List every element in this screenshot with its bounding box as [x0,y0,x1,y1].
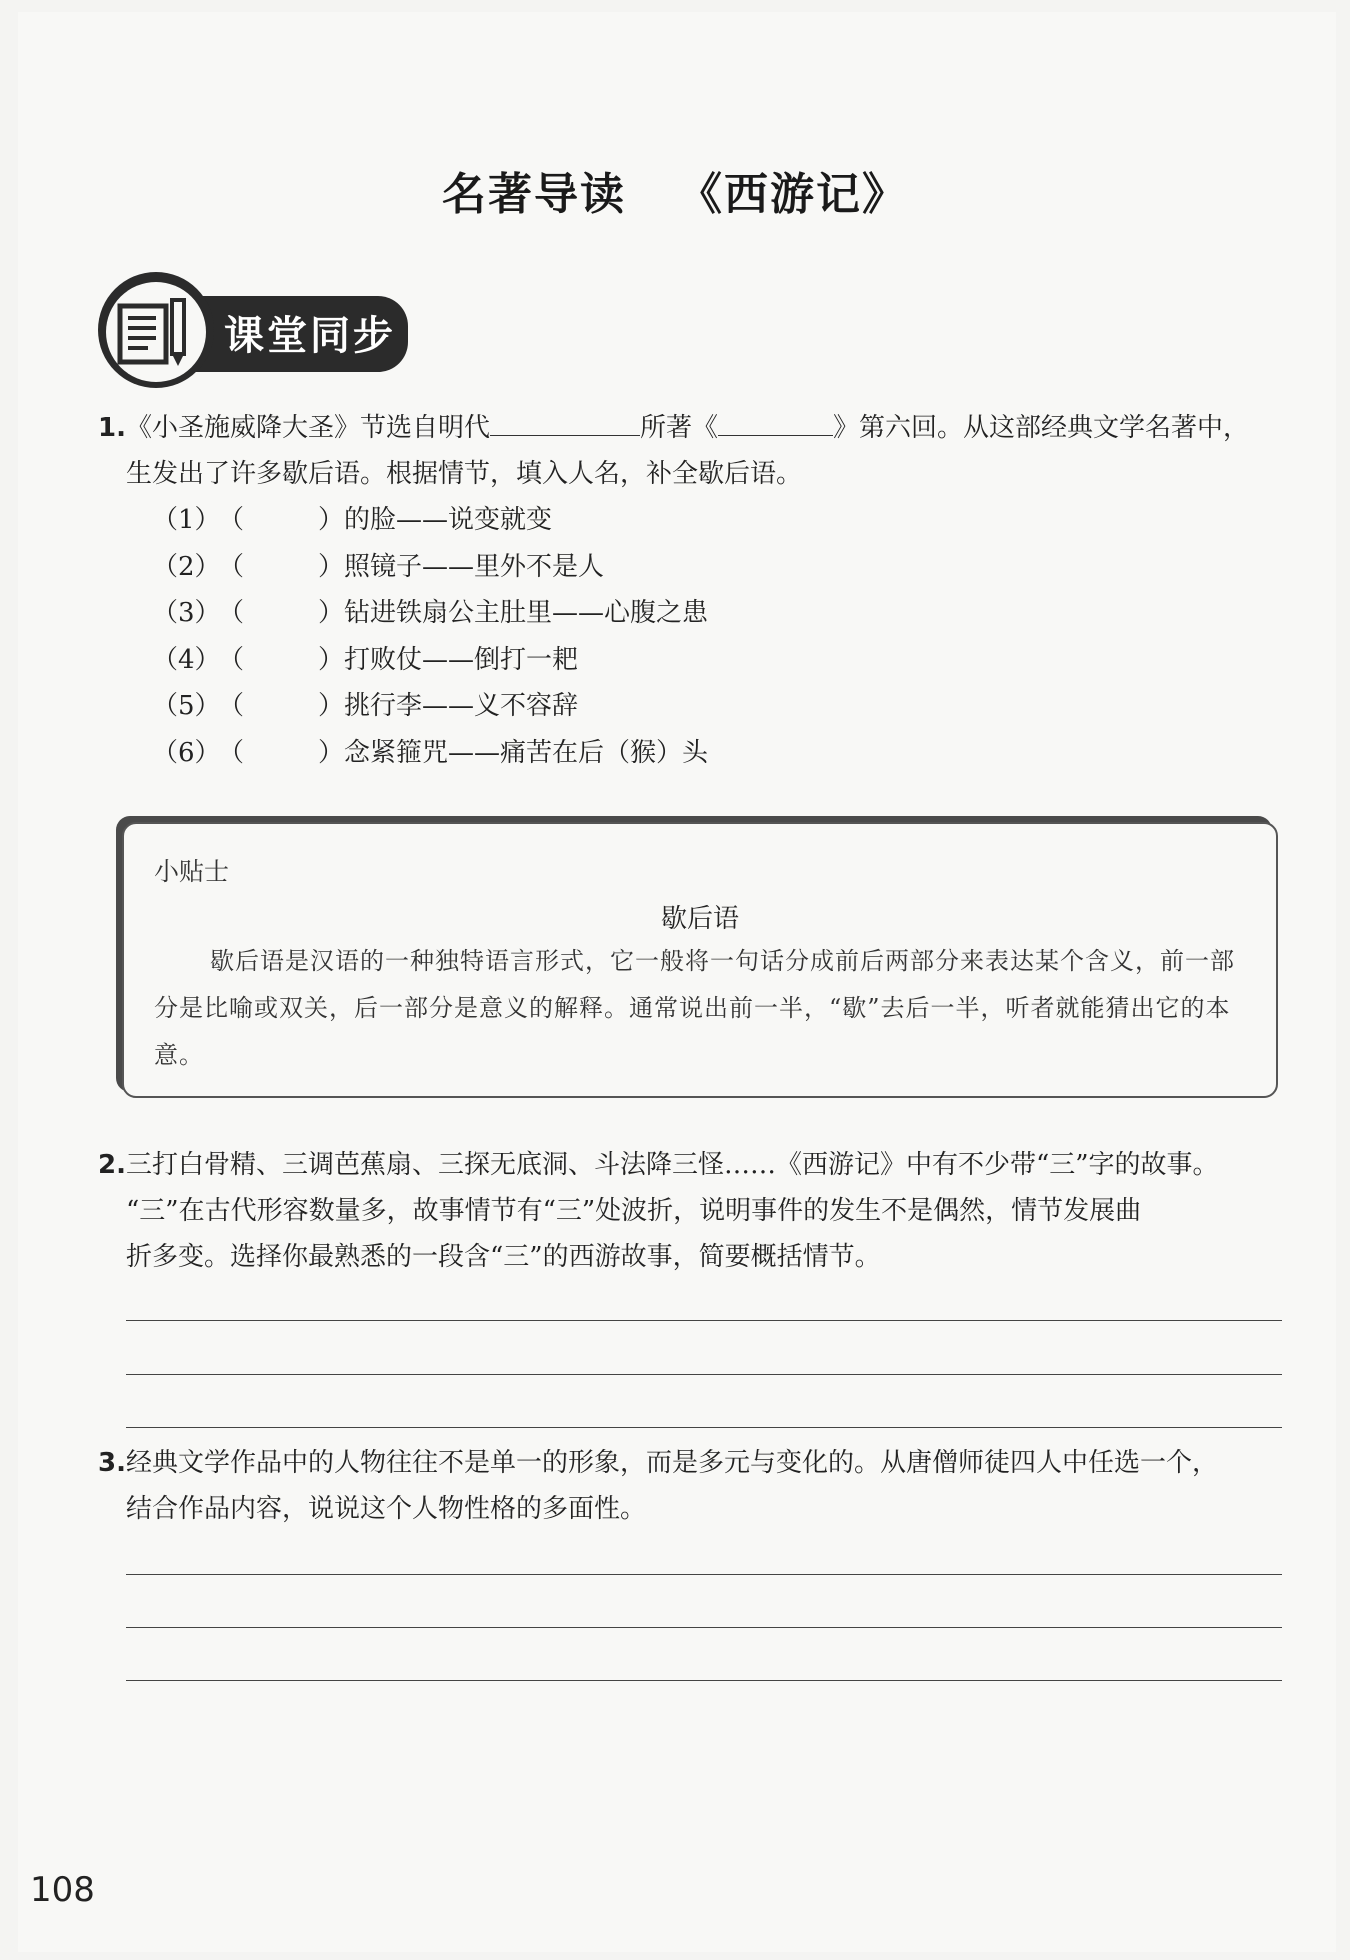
item-text: 打败仗——倒打一耙 [344,644,579,675]
item-label: （5） [152,691,221,721]
item-label: （6） [152,737,221,768]
q2-line3: 折多变。选择你最熟悉的一段含“三”的西游故事，简要概括情节。 [126,1242,881,1272]
title-part1: 名著导读 [442,169,626,220]
paren-close: ） [318,644,345,675]
answer-line[interactable] [126,1627,1282,1628]
question-number: 3. [98,1448,126,1478]
list-item [152,637,708,684]
item-text: 的脸——说变就变 [344,505,553,535]
question-2 [98,1142,1290,1280]
answer-line[interactable] [126,1574,1282,1575]
paren-close: ） [318,505,345,535]
paren-close: ） [318,737,345,768]
answer-line[interactable] [126,1680,1282,1681]
xiehouyu-list [152,497,708,776]
item-text: 挑行李——义不容辞 [344,691,579,721]
q1-text-c: 》第六回。从这部经典文学名著中， [833,413,1250,443]
answer-line[interactable] [126,1374,1282,1375]
item-label: （4） [152,644,221,675]
q2-line2: “三”在古代形容数量多，故事情节有“三”处波折，说明事件的发生不是偶然，情节发展曲 [126,1196,1142,1226]
tip-label: 小贴士 [154,857,230,886]
page-title [0,158,1350,222]
tip-heading: 歇后语 [660,904,739,934]
question-number: 1. [98,413,126,443]
item-label: （2） [152,551,221,582]
book-pencil-icon [116,292,196,372]
list-item [152,730,708,777]
item-text: 念紧箍咒——痛苦在后（猴）头 [344,737,709,768]
item-label: （3） [152,598,221,628]
answer-blank-author[interactable] [490,407,640,436]
answer-paren[interactable]: （ [218,551,245,582]
paren-close: ） [318,551,345,582]
answer-paren[interactable]: （ [218,644,245,675]
title-part2: 《西游记》 [678,169,908,220]
question-3 [98,1440,1290,1532]
paren-close: ） [318,598,345,628]
q1-line2: 生发出了许多歇后语。根据情节，填入人名，补全歇后语。 [126,459,803,489]
page-number: 108 [30,1870,95,1910]
answer-line[interactable] [126,1320,1282,1321]
answer-line[interactable] [126,1427,1282,1428]
answer-blank-book[interactable] [718,407,833,436]
answer-paren[interactable]: （ [218,737,245,768]
q3-line2: 结合作品内容，说说这个人物性格的多面性。 [126,1494,647,1524]
item-label: （1） [152,505,221,535]
section-badge [98,270,418,400]
badge-circle [98,272,214,388]
answer-paren[interactable]: （ [218,598,245,628]
question-number: 2. [98,1150,126,1180]
list-item [152,590,708,637]
question-1 [98,405,1298,497]
section-label: 课堂同步 [224,313,396,359]
q2-line1: 三打白骨精、三调芭蕉扇、三探无底洞、斗法降三怪……《西游记》中有不少带“三”字的故事。 [125,1150,1219,1180]
item-text: 照镜子——里外不是人 [344,551,605,582]
answer-paren[interactable]: （ [218,691,245,721]
tip-body: 歇后语是汉语的一种独特语言形式，它一般将一句话分成前后两部分来表达某个含义，前一部分是比喻或双关，后一部分是意义的解释。通常说出前一半，“歇”去后一半，听者就能猜出它的本意。 [154,947,1235,1069]
q1-text-a: 《小圣施威降大圣》节选自明代 [125,413,490,443]
list-item [152,497,708,544]
item-text: 钻进铁扇公主肚里——心腹之患 [344,598,709,628]
answer-paren[interactable]: （ [218,505,245,535]
tip-box [122,822,1278,1098]
q3-line1: 经典文学作品中的人物往往不是单一的形象，而是多元与变化的。从唐僧师徒四人中任选一个， [125,1448,1218,1478]
q1-text-b: 所著《 [639,413,718,443]
list-item [152,683,708,730]
list-item [152,544,708,591]
paren-close: ） [318,691,345,721]
